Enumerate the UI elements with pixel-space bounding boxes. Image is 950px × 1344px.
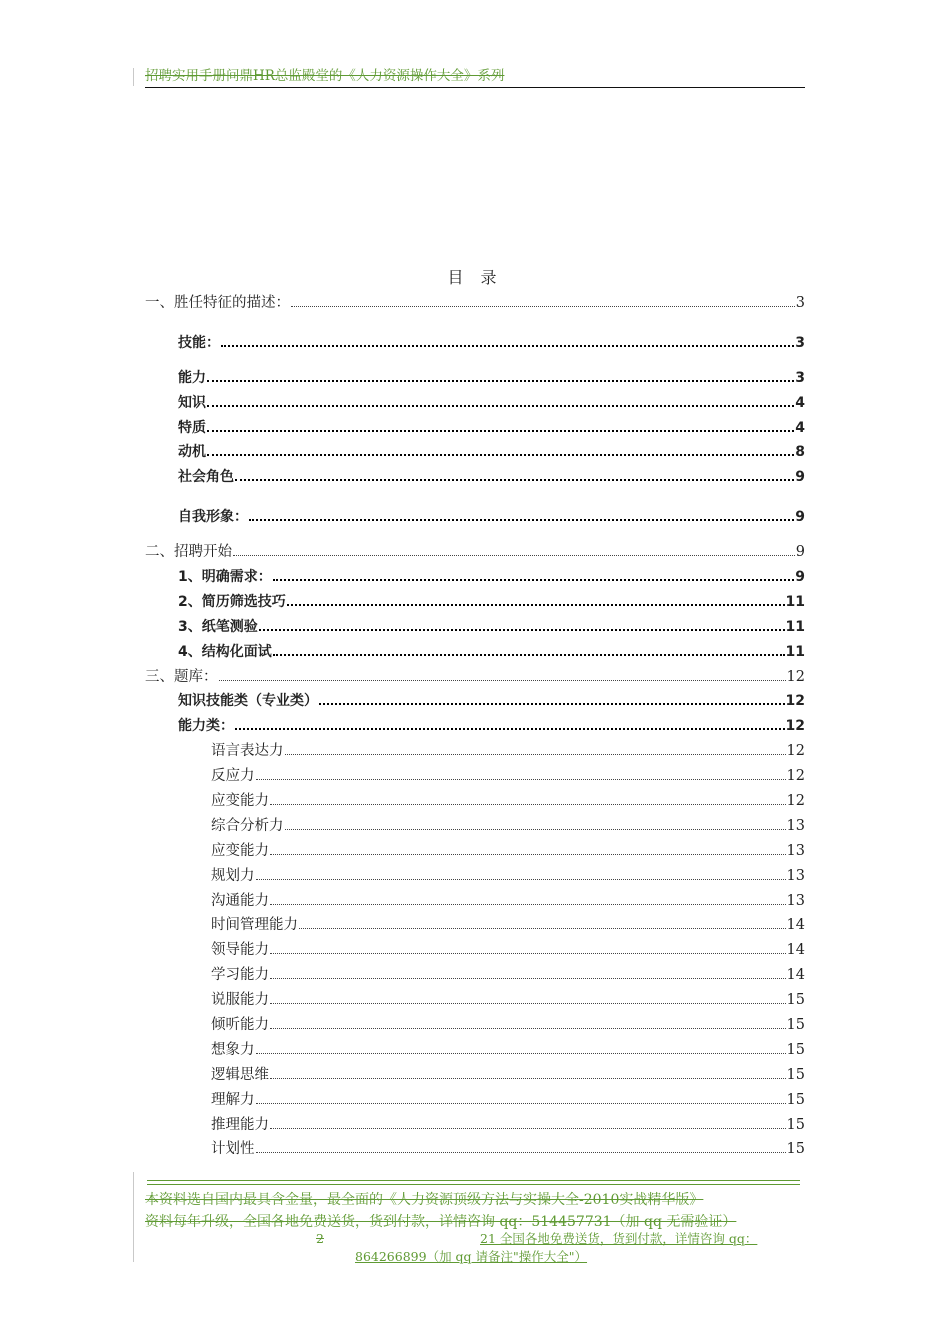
toc-entry[interactable]: [211, 1065, 805, 1085]
toc-entry[interactable]: [145, 293, 805, 313]
toc-entry[interactable]: [211, 1015, 805, 1035]
toc-leader-dots: [221, 345, 794, 347]
toc-entry-page: 15: [786, 1042, 805, 1058]
toc-entry-page: 15: [786, 992, 805, 1008]
toc-entry-page: 3: [795, 335, 805, 351]
toc-entry-label: 时间管理能力: [211, 917, 298, 933]
toc-entry-page: 12: [785, 693, 805, 709]
toc-leader-dots: [270, 1078, 786, 1079]
toc-leader-dots: [256, 1053, 786, 1054]
toc-entry-page: 11: [785, 644, 805, 660]
toc-entry-label: 动机: [178, 444, 206, 460]
toc-entry-page: 4: [795, 395, 805, 411]
toc-entry-page: 14: [786, 917, 805, 933]
toc-entry[interactable]: [211, 1090, 805, 1110]
toc-entry-label: 规划力: [211, 868, 255, 884]
toc-entry-page: 3: [795, 295, 805, 311]
toc-entry-page: 13: [786, 818, 805, 834]
toc-leader-dots: [270, 978, 786, 979]
toc-leader-dots: [273, 654, 785, 656]
toc-leader-dots: [249, 519, 794, 521]
toc-entry[interactable]: [211, 915, 805, 935]
toc-leader-dots: [285, 829, 786, 830]
toc-entry-label: 沟通能力: [211, 893, 269, 909]
toc-entry-page: 3: [795, 370, 805, 386]
toc-entry-label: 想象力: [211, 1042, 255, 1058]
toc-entry[interactable]: [211, 791, 805, 811]
toc-entry-page: 9: [795, 509, 805, 525]
toc-leader-dots: [256, 1103, 786, 1104]
toc-entry[interactable]: [211, 990, 805, 1010]
toc-entry-label: 倾听能力: [211, 1017, 269, 1033]
footer-line-2: 资料每年升级，全国各地免费送货，货到付款，详情咨询 qq：514457731（加 qq 无需验证）: [145, 1214, 737, 1230]
toc-entry-page: 11: [785, 619, 805, 635]
toc-entry-page: 12: [786, 768, 805, 784]
toc-entry-page: 12: [786, 669, 805, 685]
toc-leader-dots: [270, 804, 786, 805]
footer-double-rule: [147, 1180, 800, 1185]
toc-entry[interactable]: [178, 467, 805, 487]
toc-entry[interactable]: [211, 741, 805, 761]
toc-leader-dots: [270, 1003, 786, 1004]
toc-title: 目 录: [447, 268, 503, 287]
toc-leader-dots: [207, 405, 794, 407]
toc-leader-dots: [287, 604, 785, 606]
toc-entry[interactable]: [211, 1040, 805, 1060]
toc-entry-label: 语言表达力: [211, 743, 284, 759]
toc-leader-dots: [285, 754, 786, 755]
toc-entry[interactable]: [211, 766, 805, 786]
toc-entry[interactable]: [145, 542, 805, 562]
toc-entry[interactable]: [178, 691, 805, 711]
toc-entry-label: 一、胜任特征的描述：: [145, 295, 290, 311]
toc-entry-label: 2、简历筛选技巧: [178, 594, 286, 610]
toc-entry-page: 12: [786, 743, 805, 759]
toc-entry-page: 9: [795, 569, 805, 585]
toc-leader-dots: [235, 728, 785, 730]
toc-leader-dots: [219, 680, 786, 681]
toc-entry-page: 12: [786, 793, 805, 809]
toc-entry[interactable]: [178, 393, 805, 413]
toc-entry[interactable]: [178, 507, 805, 527]
toc-entry[interactable]: [211, 940, 805, 960]
toc-entry-page: 9: [795, 469, 805, 485]
toc-entry-label: 3、纸笔测验: [178, 619, 258, 635]
toc-entry-page: 15: [786, 1117, 805, 1133]
toc-entry-page: 15: [786, 1067, 805, 1083]
toc-leader-dots: [207, 380, 794, 382]
toc-entry-label: 逻辑思维: [211, 1067, 269, 1083]
toc-leader-dots: [270, 1128, 786, 1129]
toc-entry-label: 综合分析力: [211, 818, 284, 834]
toc-leader-dots: [256, 1152, 786, 1153]
toc-entry[interactable]: [178, 716, 805, 736]
toc-leader-dots: [259, 629, 785, 631]
toc-entry[interactable]: [178, 592, 805, 612]
toc-leader-dots: [270, 953, 786, 954]
toc-entry[interactable]: [178, 617, 805, 637]
page-left-edge-bottom: [133, 1172, 134, 1262]
toc-entry-label: 三、题库：: [145, 669, 218, 685]
toc-entry-label: 反应力: [211, 768, 255, 784]
toc-entry-page: 11: [785, 594, 805, 610]
footer-page-number: 2: [316, 1231, 324, 1246]
toc-entry[interactable]: [211, 816, 805, 836]
toc-entry-label: 知识: [178, 395, 206, 411]
toc-entry-page: 14: [786, 967, 805, 983]
toc-entry-page: 14: [786, 942, 805, 958]
toc-leader-dots: [256, 879, 786, 880]
toc-leader-dots: [273, 579, 795, 581]
toc-entry[interactable]: [178, 442, 805, 462]
toc-entry-label: 能力类：: [178, 718, 234, 734]
toc-leader-dots: [256, 779, 786, 780]
toc-leader-dots: [270, 1028, 786, 1029]
footer-line-1: 本资料选自国内最具含金量，最全面的《人力资源顶级方法与实操大全-2010实战精华版》: [145, 1192, 704, 1208]
toc-entry[interactable]: [211, 841, 805, 861]
toc-entry-page: 13: [786, 868, 805, 884]
toc-entry-label: 二、招聘开始: [145, 544, 232, 560]
toc-entry-page: 13: [786, 893, 805, 909]
toc-entry-label: 领导能力: [211, 942, 269, 958]
toc-entry[interactable]: [178, 333, 805, 353]
toc-entry-label: 特质: [178, 420, 206, 436]
toc-entry-page: 4: [795, 420, 805, 436]
toc-leader-dots: [207, 430, 794, 432]
toc-leader-dots: [291, 306, 795, 307]
toc-entry-page: 15: [786, 1141, 805, 1157]
toc-entry-page: 12: [785, 718, 805, 734]
toc-entry-label: 应变能力: [211, 843, 269, 859]
toc-entry-label: 理解力: [211, 1092, 255, 1108]
toc-leader-dots: [207, 454, 794, 456]
toc-entry[interactable]: [211, 1139, 805, 1159]
toc-entry[interactable]: [178, 368, 805, 388]
toc-entry-label: 说服能力: [211, 992, 269, 1008]
toc-entry[interactable]: [178, 418, 805, 438]
toc-leader-dots: [235, 479, 794, 481]
toc-entry[interactable]: [211, 866, 805, 886]
footer-line-3a: 21 全国各地免费送货，货到付款，详情咨询 qq：: [480, 1231, 758, 1246]
toc-entry-label: 4、结构化面试: [178, 644, 272, 660]
toc-leader-dots: [299, 928, 786, 929]
toc-entry-label: 1、明确需求：: [178, 569, 272, 585]
toc-entry-page: 8: [795, 444, 805, 460]
running-header: 招聘实用手册问鼎HR总监殿堂的《人力资源操作大全》系列: [145, 68, 505, 84]
toc-entry-label: 知识技能类（专业类）: [178, 693, 318, 709]
toc-leader-dots: [270, 854, 786, 855]
toc-entry-label: 自我形象：: [178, 509, 248, 525]
toc-entry-page: 13: [786, 843, 805, 859]
toc-leader-dots: [233, 555, 795, 556]
toc-entry-label: 计划性: [211, 1141, 255, 1157]
page-left-edge: [133, 68, 134, 86]
toc-entry[interactable]: [178, 567, 805, 587]
toc-entry-label: 推理能力: [211, 1117, 269, 1133]
toc-entry[interactable]: [145, 667, 805, 687]
toc-entry[interactable]: [178, 642, 805, 662]
toc-entry-page: 15: [786, 1092, 805, 1108]
toc-entry[interactable]: [211, 891, 805, 911]
toc-entry-page: 15: [786, 1017, 805, 1033]
header-rule: [145, 87, 805, 88]
toc-entry-label: 学习能力: [211, 967, 269, 983]
toc-entry-label: 技能：: [178, 335, 220, 351]
footer-line-3b: 864266899（加 qq 请备注"操作大全"）: [355, 1249, 588, 1264]
toc-entry[interactable]: [211, 1115, 805, 1135]
toc-leader-dots: [270, 904, 786, 905]
toc-entry-label: 能力: [178, 370, 206, 386]
toc-entry-label: 应变能力: [211, 793, 269, 809]
toc-entry-label: 社会角色: [178, 469, 234, 485]
toc-leader-dots: [319, 703, 785, 705]
toc-entry[interactable]: [211, 965, 805, 985]
toc-entry-page: 9: [795, 544, 805, 560]
